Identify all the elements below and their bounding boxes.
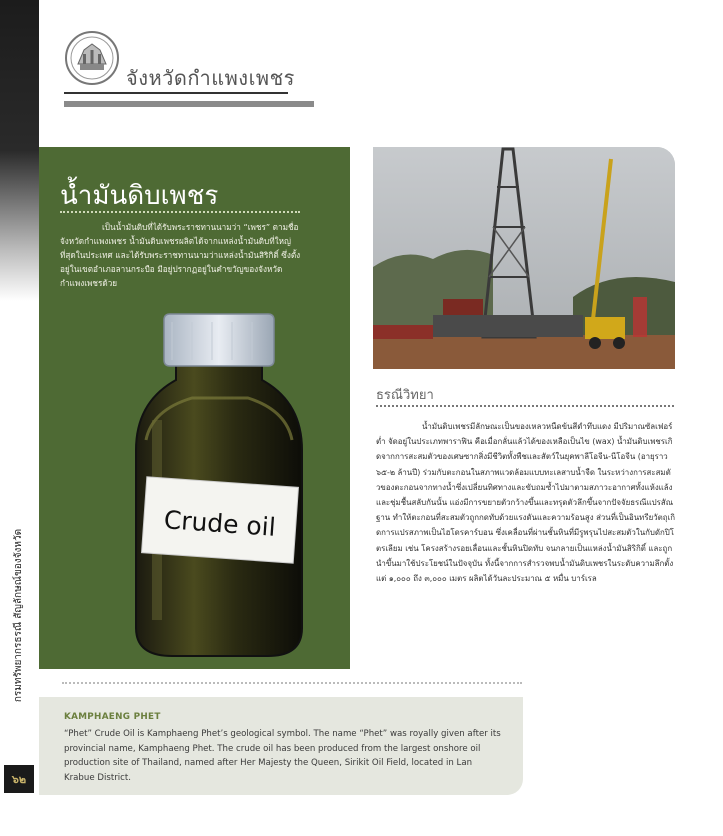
crude-oil-bottle-image bbox=[132, 310, 306, 660]
vertical-sidebar-text bbox=[2, 520, 36, 710]
province-title: จังหวัดกำแพงเพชร bbox=[126, 66, 295, 90]
sidebar-caption: กรมทรัพยากรธรณี สัญลักษณ์ของจังหวัด bbox=[13, 528, 25, 702]
feature-title: น้ำมันดิบเพชร bbox=[60, 181, 219, 211]
provincial-seal-icon bbox=[64, 30, 120, 86]
feature-body: เป็นน้ำมันดิบที่ได้รับพระราชทานนามว่า “เพชร” ตามชื่อจังหวัดกำแพงเพชร น้ำมันดิบเพชรผลิตได้จากแหล่งน้ำมันดิบที่ใหญ่ที่สุดในประเทศ และได้รับพระราชทานนามว่าแหล่งน้ำมันสิริกิติ์ ซึ่งตั้งอยู่ในเขตอำเภอลานกระบือ มีอยู่ปรากฏอยู่ในคำขวัญของจังหวัดกำแพงเพชรด้วย bbox=[60, 222, 301, 288]
page-number: ๖๒ bbox=[4, 765, 34, 793]
oil-rig-photo bbox=[373, 147, 675, 369]
english-body: “Phet” Crude Oil is Kamphaeng Phet’s geological symbol. The name “Phet” was royally given after its provincial name, Kamphaeng Phet. The crude oil has been produced from the largest onshore oil production site of Thailand, named after Her Majesty the Queen, Sirikit Oil Field, located in Lan Krabue District. bbox=[64, 729, 501, 783]
geology-body: น้ำมันดิบเพชรมีลักษณะเป็นของเหลวหนืดข้นสีดำทึบแดง มีปริมาณซัลเฟอร์ต่ำ จัดอยู่ในประเภทพาราฟิน คือเมื่อกลั่นแล้วได้ของเหลือเป็นไข (wax) น้ำมันดิบเพชรเกิดจากการสะสมตัวของเศษซากสิ่งมีชีวิตทั้งพืชและสัตว์ในยุคพาลีโอจีน-นีโอจีน (อายุราว ๖๕-๒ ล้านปี) ร่วมกับตะกอนในสภาพแวดล้อมแบบทะเลสาบน้ำจืด ในระหว่างการสะสมตัวของตะกอนจากทางน้ำซึ่งเปลี่ยนทิศทางและขับถมซ้ำไปมาตามสภาวะอากาศทั้งแห้งแล้งและชุ่มชื้นสลับกันนั้น แอ่งมีการขยายตัวกว้างขึ้นและทรุดตัวลึกขึ้นจากปัจจัยธรณีแปรสัณฐาน ทำให้ตะกอนที่สะสมตัวถูกกดทับด้วยแรงดันและความร้อนสูง ส่วนที่เป็นอินทรียวัตถุเกิดการแปรสภาพเป็นไฮโดรคาร์บอน ซึ่งเคลื่อนที่ผ่านชั้นหินที่มีรูพรุนไปสะสมตัวในกับดักปิโตรเลียม เช่น โครงสร้างรอยเลื่อนและชั้นหินปิดทับ จนกลายเป็นแหล่งน้ำมันสิริกิติ์ และถูกนำขึ้นมาใช้ประโยชน์ในปัจจุบัน ทั้งนี้จากการสำรวจพบน้ำมันดิบเพชรในระดับความลึกตั้งแต่ ๑,๐๐๐ ถึง ๓,๐๐๐ เมตร ผลิตได้วันละประมาณ ๕ หมื่น บาร์เรล bbox=[376, 422, 676, 584]
english-title: KAMPHAENG PHET bbox=[64, 712, 161, 722]
header-divider bbox=[64, 92, 288, 94]
geology-heading: ธรณีวิทยา bbox=[376, 388, 434, 403]
feature-title-divider bbox=[60, 211, 300, 213]
section-divider bbox=[62, 682, 522, 684]
geology-divider bbox=[376, 405, 674, 407]
header-accent-bar bbox=[64, 101, 314, 107]
bottle-label-text: Crude oil bbox=[162, 505, 277, 542]
left-sidebar-bar bbox=[0, 0, 39, 836]
